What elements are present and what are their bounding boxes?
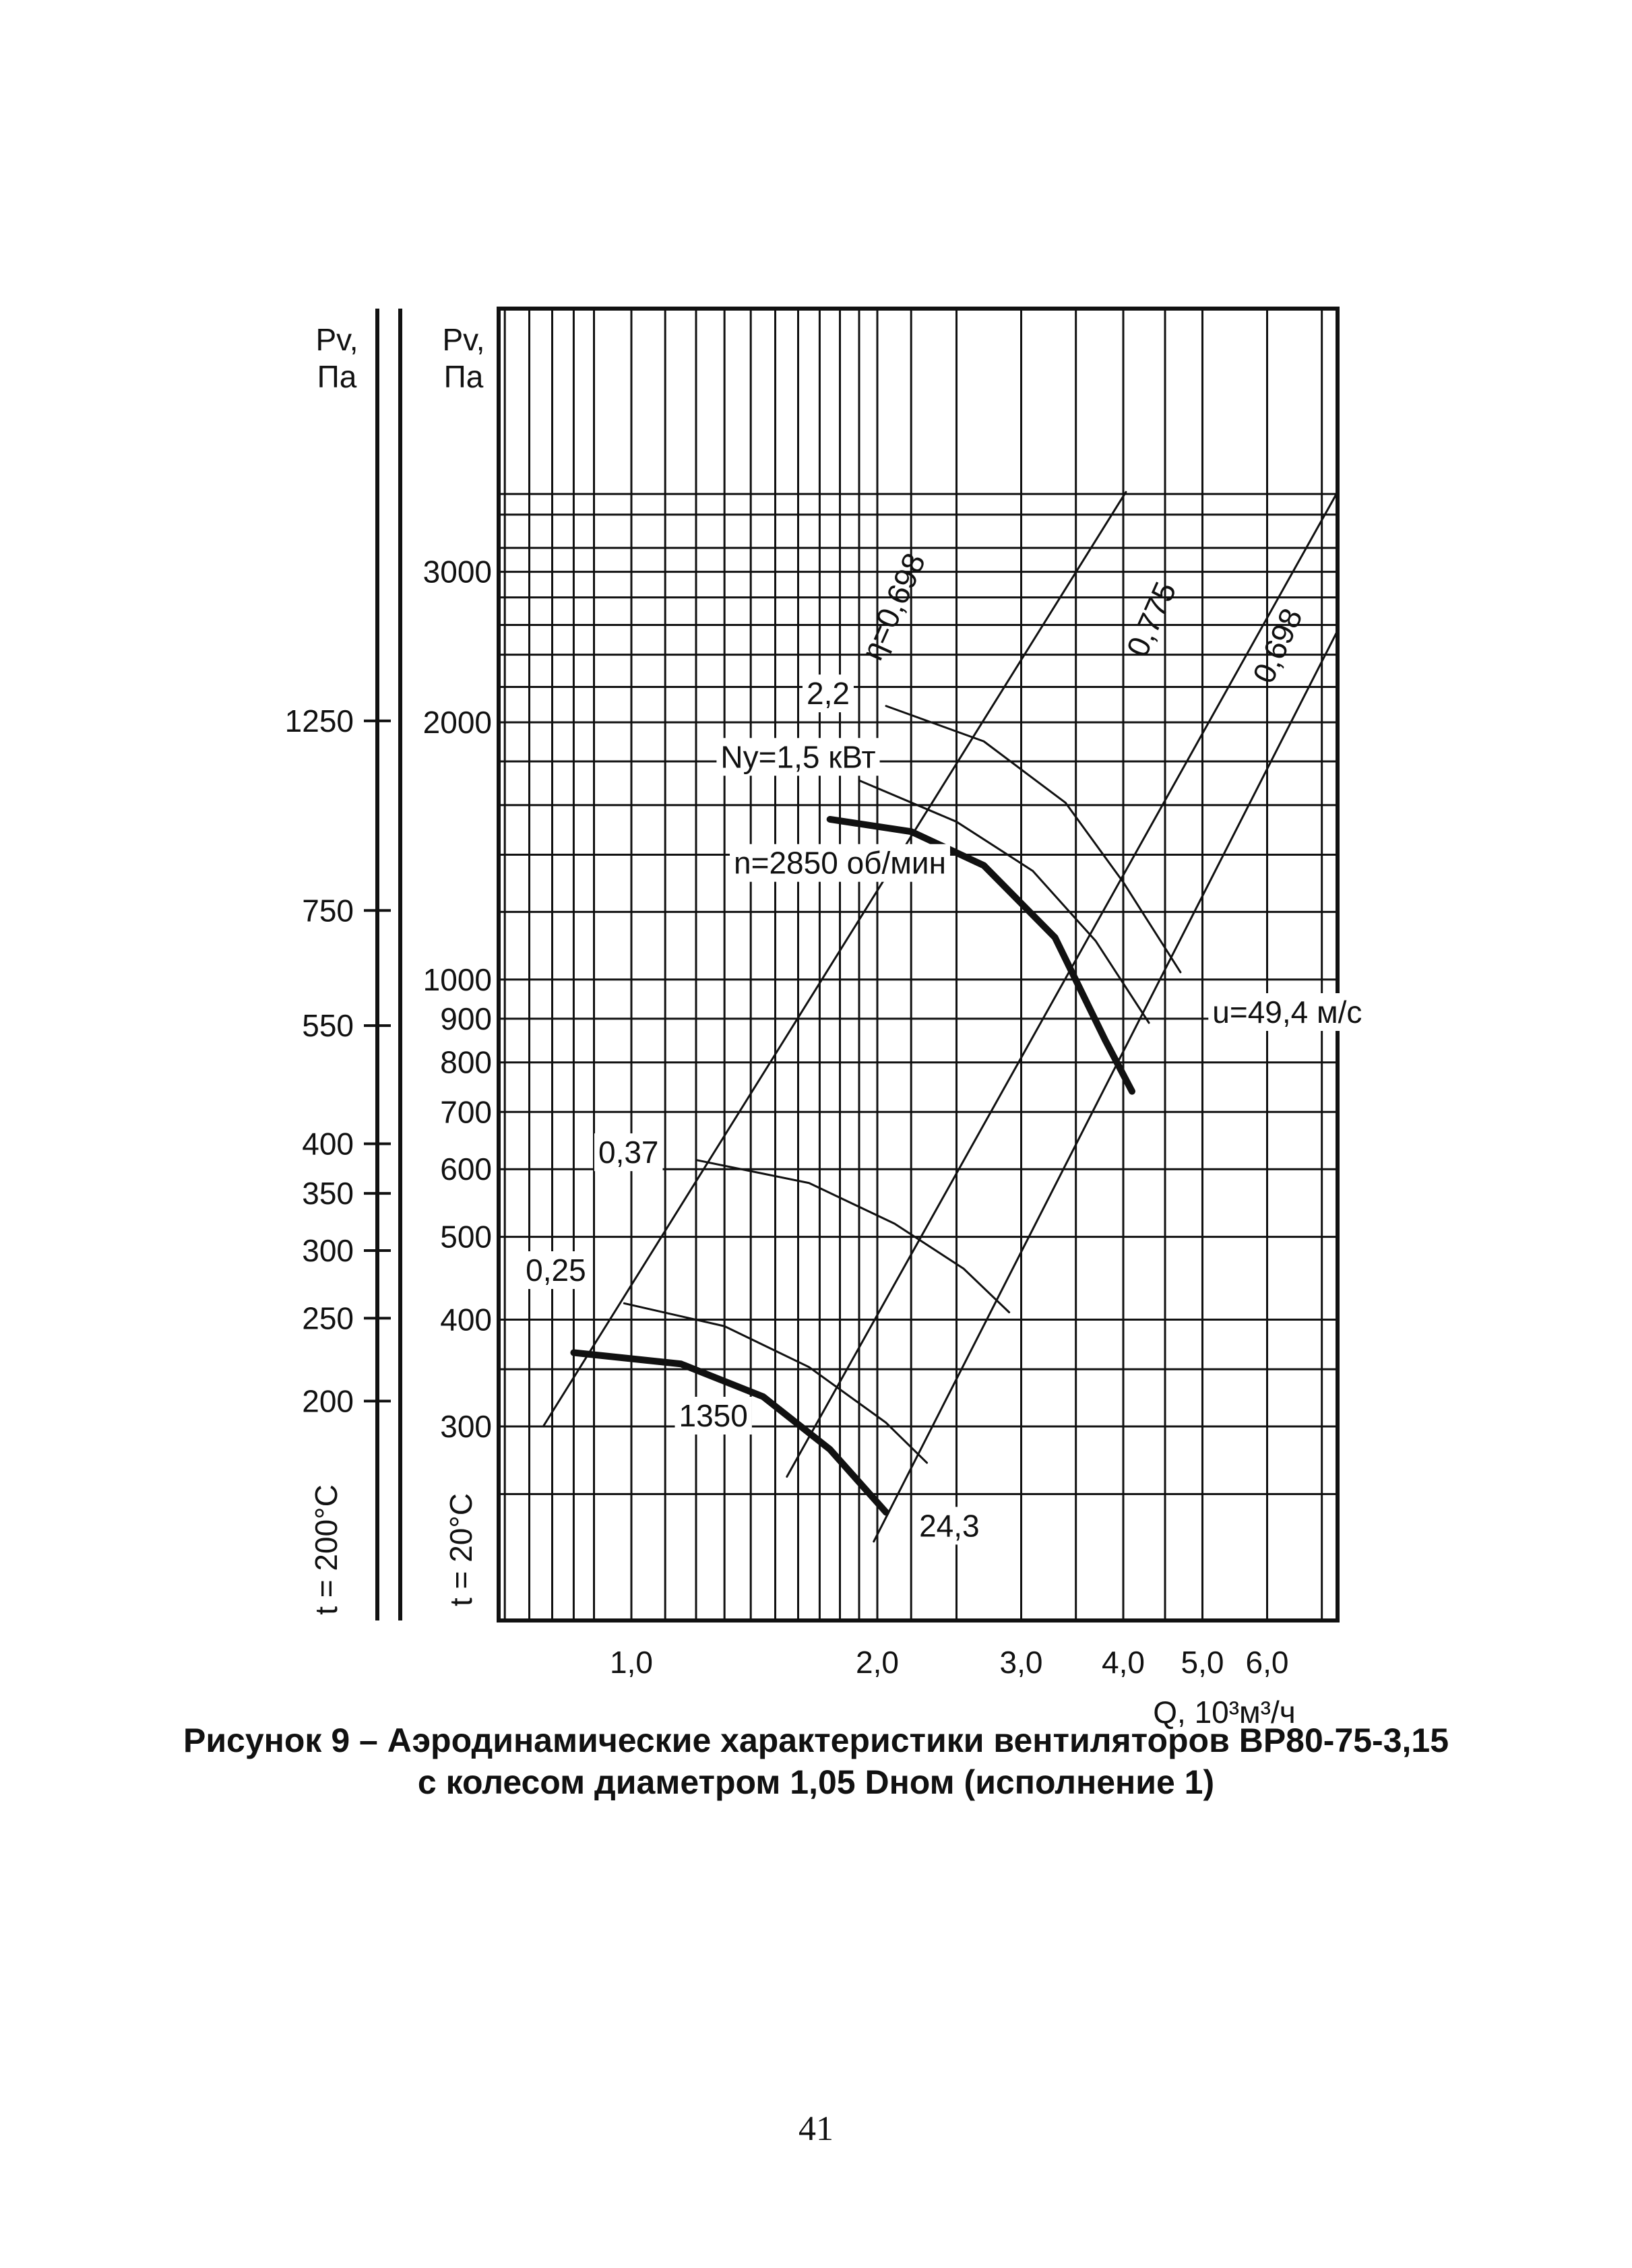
y-tick-label-20c: 400 <box>440 1302 492 1337</box>
y-axis-20c-condition: t = 20°C <box>443 1493 478 1606</box>
y-axis-20c-label: Pv, <box>442 322 485 357</box>
y-tick-label-200c: 300 <box>302 1232 354 1268</box>
curve-annotation: n=2850 об/мин <box>734 845 947 881</box>
y-axis-200c-label: Pv, <box>315 322 358 357</box>
y-tick-label-200c: 750 <box>302 893 354 928</box>
y-axis-200c-label: Па <box>317 359 357 394</box>
x-tick-label: 2,0 <box>856 1645 899 1680</box>
y-axis-200c-condition: t = 200°C <box>309 1484 344 1615</box>
page-number: 41 <box>798 2110 834 2148</box>
x-tick-label: 5,0 <box>1181 1645 1224 1680</box>
plot-frame <box>499 309 1338 1620</box>
curve-annotation: 0,775 <box>1119 576 1183 662</box>
curve-annotation: 0,37 <box>598 1135 659 1170</box>
series-line <box>859 780 1149 1023</box>
curve-annotation: 24,3 <box>919 1508 980 1544</box>
y-tick-label-20c: 900 <box>440 1001 492 1036</box>
curve-annotation: u=49,4 м/с <box>1212 995 1362 1030</box>
curve-annotation: 2,2 <box>806 676 850 712</box>
curve-annotation: Ny=1,5 кВт <box>720 739 876 775</box>
y-tick-label-200c: 350 <box>302 1176 354 1211</box>
y-tick-label-200c: 200 <box>302 1383 354 1419</box>
curve-annotation: 0,25 <box>526 1253 586 1288</box>
x-tick-label: 1,0 <box>610 1645 653 1680</box>
y-tick-label-20c: 300 <box>440 1409 492 1444</box>
y-tick-label-200c: 400 <box>302 1126 354 1162</box>
y-axis-20c-label: Па <box>443 359 484 394</box>
y-tick-label-20c: 2000 <box>422 705 492 740</box>
x-tick-label: 4,0 <box>1102 1645 1145 1680</box>
x-tick-label: 6,0 <box>1245 1645 1289 1680</box>
y-tick-label-20c: 700 <box>440 1094 492 1130</box>
curve-annotation: η=0,698 <box>854 548 933 666</box>
y-tick-label-20c: 3000 <box>422 554 492 590</box>
curve-annotation: 1350 <box>679 1398 748 1433</box>
y-tick-label-20c: 500 <box>440 1219 492 1255</box>
figure-caption-line-2: с колесом диаметром 1,05 Dном (исполнение 1) <box>417 1763 1215 1801</box>
y-tick-label-200c: 250 <box>302 1300 354 1336</box>
x-axis-label: Q, 10³м³/ч <box>1153 1695 1296 1730</box>
y-tick-label-200c: 1250 <box>284 703 354 738</box>
x-tick-label: 3,0 <box>999 1645 1043 1680</box>
figure-caption-line-1: Рисунок 9 – Аэродинамические характеристики вентиляторов ВР80-75-3,15 <box>183 1722 1449 1759</box>
y-tick-label-200c: 550 <box>302 1008 354 1044</box>
y-tick-label-20c: 1000 <box>422 962 492 997</box>
y-tick-label-20c: 800 <box>440 1044 492 1080</box>
y-tick-label-20c: 600 <box>440 1152 492 1187</box>
curve-annotation: 0,698 <box>1245 603 1309 689</box>
